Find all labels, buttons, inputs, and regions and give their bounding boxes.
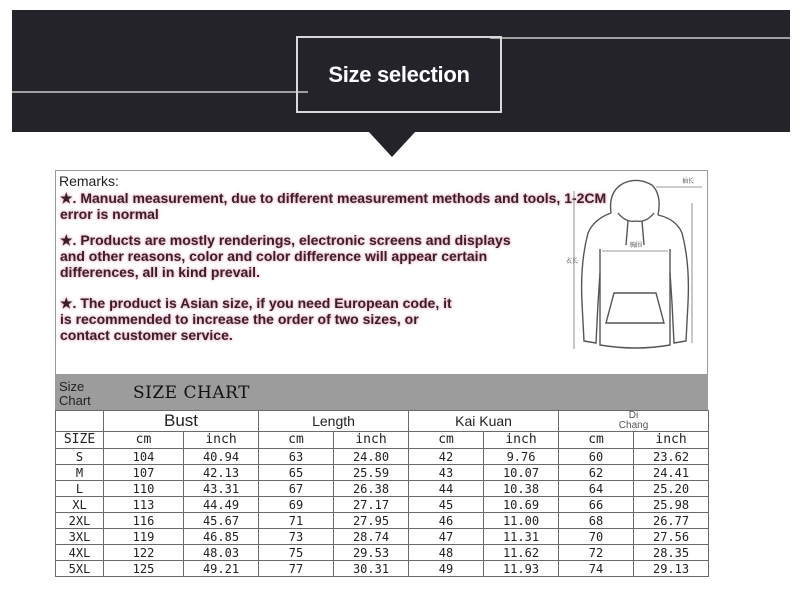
value-cell: 10.69 (484, 497, 559, 513)
value-cell: 9.76 (484, 449, 559, 465)
value-cell: 23.62 (634, 449, 709, 465)
value-cell: 113 (104, 497, 184, 513)
size-cell: 2XL (56, 513, 104, 529)
value-cell: 11.00 (484, 513, 559, 529)
value-cell: 46 (409, 513, 484, 529)
value-cell: 29.53 (334, 545, 409, 561)
value-cell: 26.38 (334, 481, 409, 497)
table-row (56, 561, 709, 577)
hoodie-diagram-icon (566, 173, 706, 353)
value-cell: 26.77 (634, 513, 709, 529)
table-row (56, 449, 709, 465)
size-cell: 5XL (56, 561, 104, 577)
value-cell: 25.59 (334, 465, 409, 481)
value-cell: 71 (259, 513, 334, 529)
size-chart (55, 375, 708, 589)
value-cell: 45 (409, 497, 484, 513)
value-cell: 11.31 (484, 529, 559, 545)
value-cell: 27.17 (334, 497, 409, 513)
value-cell: 122 (104, 545, 184, 561)
size-table (55, 410, 709, 577)
group-header-row (56, 411, 709, 432)
value-cell: 43.31 (184, 481, 259, 497)
value-cell: 73 (259, 529, 334, 545)
size-cell: M (56, 465, 104, 481)
value-cell: 46.85 (184, 529, 259, 545)
pointer-triangle (368, 131, 416, 157)
value-cell: 68 (559, 513, 634, 529)
units-header-cell: inch (184, 432, 259, 449)
units-header-cell: SIZE (56, 432, 104, 449)
divider-line-right (490, 37, 790, 39)
value-cell: 42.13 (184, 465, 259, 481)
header-banner (12, 10, 790, 132)
size-cell: S (56, 449, 104, 465)
value-cell: 40.94 (184, 449, 259, 465)
size-cell: XL (56, 497, 104, 513)
value-cell: 49 (409, 561, 484, 577)
remark-item-3: ★. The product is Asian size, if you need European code, it is recommended to increase the order of two sizes, or contact customer service. (60, 295, 452, 343)
group-di-chang: Di Chang (559, 411, 709, 432)
remarks-panel (55, 170, 708, 375)
value-cell: 11.62 (484, 545, 559, 561)
units-header-cell: cm (559, 432, 634, 449)
table-row (56, 497, 709, 513)
units-header-cell: inch (634, 432, 709, 449)
value-cell: 110 (104, 481, 184, 497)
value-cell: 25.20 (634, 481, 709, 497)
sleeve-label: 袖长 (682, 179, 695, 185)
value-cell: 11.93 (484, 561, 559, 577)
value-cell: 27.95 (334, 513, 409, 529)
value-cell: 60 (559, 449, 634, 465)
table-row (56, 465, 709, 481)
value-cell: 29.13 (634, 561, 709, 577)
group-empty-cell (56, 411, 104, 432)
value-cell: 107 (104, 465, 184, 481)
value-cell: 48.03 (184, 545, 259, 561)
size-cell: L (56, 481, 104, 497)
bust-label: 胸围 (630, 243, 643, 249)
value-cell: 119 (104, 529, 184, 545)
group-length: Length (259, 411, 409, 432)
value-cell: 25.98 (634, 497, 709, 513)
title-frame (296, 36, 502, 113)
value-cell: 63 (259, 449, 334, 465)
units-header-cell: cm (104, 432, 184, 449)
value-cell: 24.41 (634, 465, 709, 481)
remarks-label: Remarks: (59, 173, 119, 189)
value-cell: 45.67 (184, 513, 259, 529)
value-cell: 70 (559, 529, 634, 545)
value-cell: 77 (259, 561, 334, 577)
size-cell: 3XL (56, 529, 104, 545)
page-title: Size selection (328, 62, 470, 87)
value-cell: 24.80 (334, 449, 409, 465)
value-cell: 74 (559, 561, 634, 577)
size-cell: 4XL (56, 545, 104, 561)
units-header-row (56, 432, 709, 449)
value-cell: 10.38 (484, 481, 559, 497)
units-header-cell: inch (484, 432, 559, 449)
value-cell: 28.35 (634, 545, 709, 561)
table-row (56, 545, 709, 561)
remark-item-2: ★. Products are mostly renderings, electronic screens and displays and other reasons, color and color difference will appear certain differences, all in kind prevail. (60, 232, 511, 280)
value-cell: 42 (409, 449, 484, 465)
value-cell: 44.49 (184, 497, 259, 513)
value-cell: 65 (259, 465, 334, 481)
group-kai-kuan: Kai Kuan (409, 411, 559, 432)
table-row (56, 481, 709, 497)
units-header-cell: inch (334, 432, 409, 449)
remark-item-1: ★. Manual measurement, due to different measurement methods and tools, 1-2CM error is normal (60, 190, 607, 222)
value-cell: 69 (259, 497, 334, 513)
value-cell: 28.74 (334, 529, 409, 545)
value-cell: 104 (104, 449, 184, 465)
value-cell: 10.07 (484, 465, 559, 481)
value-cell: 62 (559, 465, 634, 481)
length-label: 衣长 (566, 259, 579, 265)
value-cell: 72 (559, 545, 634, 561)
value-cell: 125 (104, 561, 184, 577)
size-chart-title: SIZE CHART (133, 383, 250, 403)
value-cell: 67 (259, 481, 334, 497)
value-cell: 27.56 (634, 529, 709, 545)
value-cell: 75 (259, 545, 334, 561)
group-bust: Bust (104, 411, 259, 432)
units-header-cell: cm (409, 432, 484, 449)
table-row (56, 513, 709, 529)
value-cell: 116 (104, 513, 184, 529)
value-cell: 47 (409, 529, 484, 545)
value-cell: 43 (409, 465, 484, 481)
size-chart-header (55, 375, 708, 411)
value-cell: 30.31 (334, 561, 409, 577)
value-cell: 64 (559, 481, 634, 497)
size-chart-label: Size Chart (59, 379, 91, 408)
units-header-cell: cm (259, 432, 334, 449)
value-cell: 44 (409, 481, 484, 497)
value-cell: 48 (409, 545, 484, 561)
value-cell: 49.21 (184, 561, 259, 577)
value-cell: 66 (559, 497, 634, 513)
divider-line-left (12, 91, 308, 93)
table-row (56, 529, 709, 545)
